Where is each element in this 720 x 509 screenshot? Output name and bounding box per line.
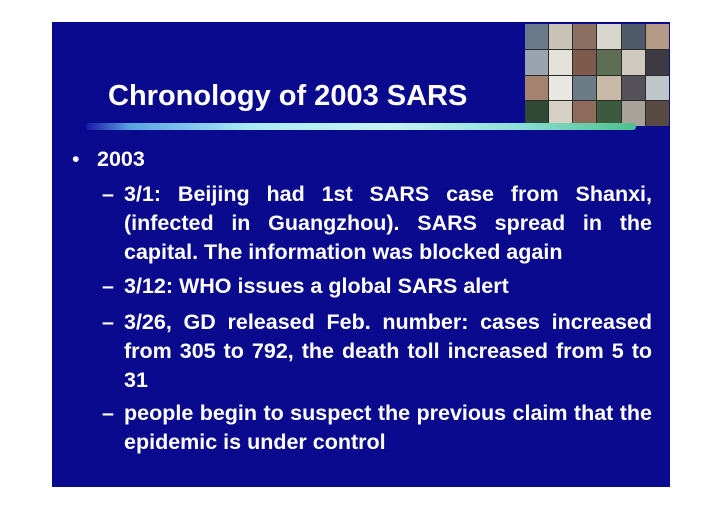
sub-item-text: 3/1: Beijing had 1st SARS case from Shanxi, (infected in Guangzhou). SARS spread in the capital. The information was blocked again — [124, 182, 652, 264]
sub-item — [102, 180, 652, 267]
sub-item-text: people begin to suspect the previous claim that the epidemic is under control — [124, 401, 652, 454]
bullet-dot-icon: • — [72, 147, 80, 171]
bullet-item-year — [72, 145, 145, 174]
slide — [52, 22, 670, 487]
sub-item — [102, 272, 652, 301]
sub-item-text: 3/12: WHO issues a global SARS alert — [124, 274, 509, 298]
dash-marker: – — [102, 182, 114, 206]
dash-marker: – — [102, 310, 114, 334]
dash-marker: – — [102, 274, 114, 298]
sub-item — [102, 399, 652, 457]
slide-title: Chronology of 2003 SARS — [108, 80, 468, 112]
sub-item — [102, 308, 652, 395]
dash-marker: – — [102, 401, 114, 425]
bullet-label: 2003 — [97, 147, 145, 171]
slide-body — [52, 22, 670, 487]
sub-item-text: 3/26, GD released Feb. number: cases increased from 305 to 792, the death toll increased from 5 to 31 — [124, 310, 652, 392]
